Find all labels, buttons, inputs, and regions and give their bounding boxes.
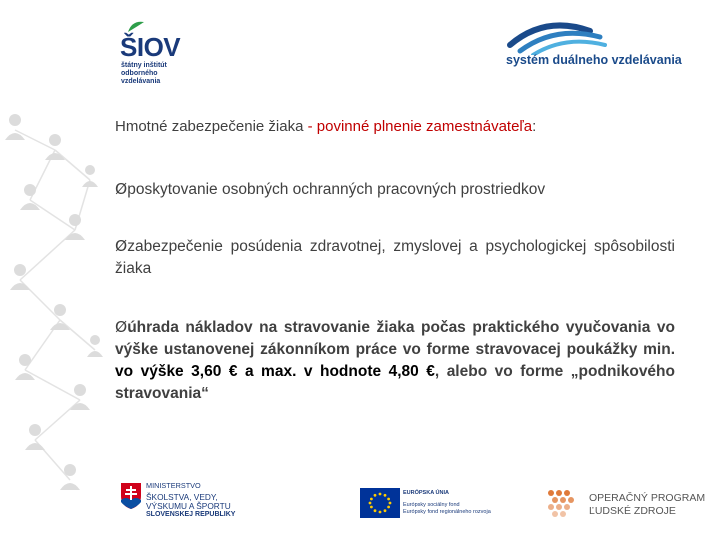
slide-title-colon: :: [532, 118, 537, 135]
slovak-coat-of-arms-icon: [120, 482, 142, 510]
ministry-line: VÝSKUMU A ŠPORTU: [146, 501, 231, 511]
bullet-text-bold: úhrada nákladov na stravovanie žiaka počas praktického vyučovania vo výške ustanovenej zákonníkom práce vo forme stravovacej poukážky min.: [115, 319, 675, 358]
siov-subtitle-line: štátny inštitút: [121, 62, 167, 69]
eu-line: EURÓPSKA ÚNIA: [403, 490, 449, 496]
siov-subtitle-line: vzdelávania: [121, 78, 161, 85]
bullet-text-end: , alebo vo forme „podnikového stravovania“: [115, 363, 675, 402]
arrow-bullet-icon: Ø: [115, 237, 128, 255]
bullet-protective-equipment: [115, 178, 675, 201]
op-line: ĽUDSKÉ ZDROJE: [589, 505, 676, 517]
slide-title-highlight: - povinné plnenie zamestnávateľa: [307, 118, 533, 135]
slide-title: [115, 118, 675, 135]
dual-education-logo-text: systém duálneho vzdelávania: [506, 53, 682, 67]
slide-content: [115, 118, 675, 402]
dots-grid-icon: [545, 488, 581, 522]
siov-logo-subtitle: [121, 62, 191, 86]
people-network-decoration: [0, 0, 110, 540]
wave-swoosh-icon: [505, 15, 695, 55]
eu-line: Európsky fond regionálneho rozvoja: [403, 509, 491, 515]
ministry-line: SLOVENSKEJ REPUBLIKY: [146, 511, 236, 518]
dual-education-logo: [505, 15, 695, 70]
slide-title-main: Hmotné zabezpečenie žiaka: [115, 118, 308, 135]
siov-logo: [116, 20, 186, 100]
bullet-health-assessment: [115, 235, 675, 280]
bullet-meal-costs: [115, 316, 675, 405]
ministry-line: MINISTERSTVO: [146, 481, 201, 490]
eu-logo: [360, 488, 510, 520]
arrow-bullet-icon: Ø: [115, 318, 128, 336]
ministry-logo: [120, 482, 250, 527]
siov-logo-name: ŠIOV: [120, 32, 181, 62]
operational-programme-logo: [545, 488, 706, 522]
eu-flag-icon: [360, 488, 400, 518]
eu-line: Európsky sociálny fond: [403, 502, 460, 508]
bullet-text: zabezpečenie posúdenia zdravotnej, zmyslovej a psychologickej spôsobilosti žiaka: [115, 238, 675, 277]
op-line: OPERAČNÝ PROGRAM: [589, 492, 706, 504]
siov-subtitle-line: odborného: [121, 70, 158, 77]
ministry-line: ŠKOLSTVA, VEDY,: [146, 492, 218, 502]
bullet-text-amounts: vo výške 3,60 € a max. v hodnote 4,80 €: [115, 363, 435, 380]
arrow-bullet-icon: Ø: [115, 180, 128, 198]
bullet-text: poskytovanie osobných ochranných pracovných prostriedkov: [127, 181, 546, 198]
